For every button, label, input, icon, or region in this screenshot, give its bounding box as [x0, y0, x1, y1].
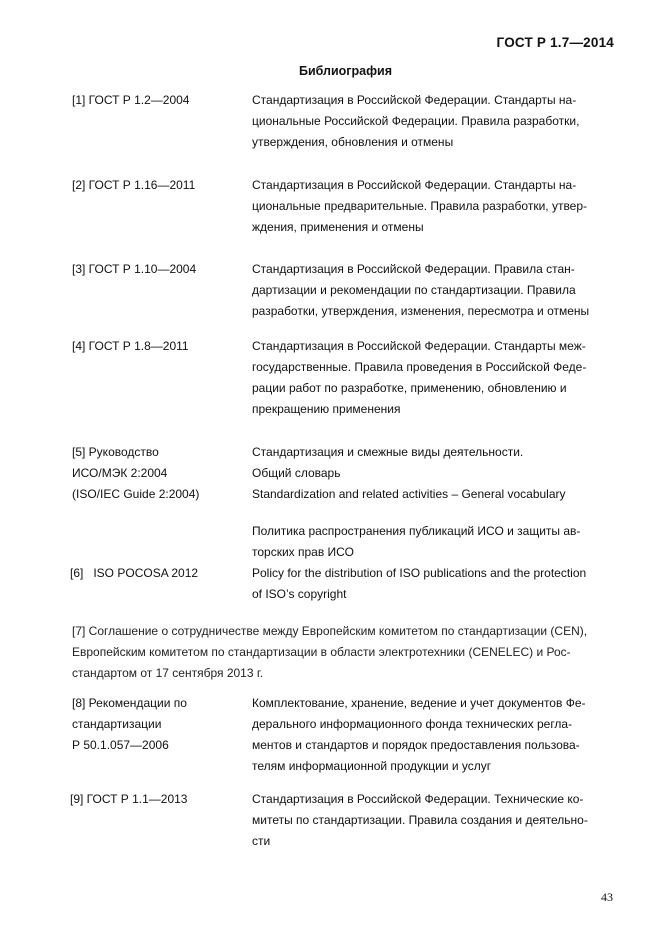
entry-reference: [2] ГОСТ Р 1.16—2011 [72, 178, 196, 192]
entry-reference: [1] ГОСТ Р 1.2—2004 [72, 93, 190, 107]
document-code: ГОСТ Р 1.7—2014 [496, 35, 614, 50]
entry-reference: [8] Рекомендации по стандартизации Р 50.1.057—2006 [72, 696, 187, 752]
entry-reference: [9] ГОСТ Р 1.1—2013 [70, 792, 188, 806]
entry-reference: [6] ISO POCOSA 2012 [70, 566, 199, 580]
entry-reference: [3] ГОСТ Р 1.10—2004 [72, 262, 197, 276]
bibliography-entry-7: [7] Соглашение о сотрудничестве между Европейским комитетом по стандартизации (CEN), Европейским комитетом по стандартизации в области электротехники (CENELEC) и Рос- стандартом от 17 сентября 2013 г. [72, 624, 588, 680]
page-number: 43 [601, 890, 613, 904]
entry-reference: [4] ГОСТ Р 1.8—2011 [72, 339, 189, 353]
entry-description: Стандартизация в Российской Федерации. Технические ко- митеты по стандартизации. Правила создания и деятельно- сти [252, 792, 588, 848]
entry-description: Стандартизация в Российской Федерации. Правила стан- дартизации и рекомендации по стандартизации. Правила разработки, утверждения, изменения, пересмотра и отмены [252, 262, 590, 318]
entry-reference: [5] Руководство ИСО/МЭК 2:2004 (ISO/IEC Guide 2:2004) [72, 445, 200, 501]
bibliography-title: Библиография [298, 64, 393, 78]
entry-description: Комплектование, хранение, ведение и учет документов Фе- дерального информационного фонда технических регла- ментов и стандартов и порядок предоставления пользова- телям информационной продукции и услуг [252, 696, 586, 773]
entry-description: Стандартизация в Российской Федерации. Стандарты на- циональные предварительные. Правила разработки, утвер- ждения, применения и отмены [252, 178, 588, 234]
entry-description: Стандартизация в Российской Федерации. Стандарты на- циональные Российской Федерации. Правила разработки, утверждения, обновления и отмены [252, 93, 580, 149]
entry-description: Политика распространения публикаций ИСО и защиты ав- торских прав ИСО Policy for the distribution of ISO publications and the protection of ISO’s copyright [252, 524, 587, 601]
entry-description: Стандартизация в Российской Федерации. Стандарты меж- государственные. Правила проведения в Российской Феде- рации работ по разработке, применению, обновлению и прекращению применения [252, 339, 587, 416]
entry-description: Стандартизация и смежные виды деятельности. Общий словарь Standardization and related activities – General vocabulary [252, 445, 566, 501]
